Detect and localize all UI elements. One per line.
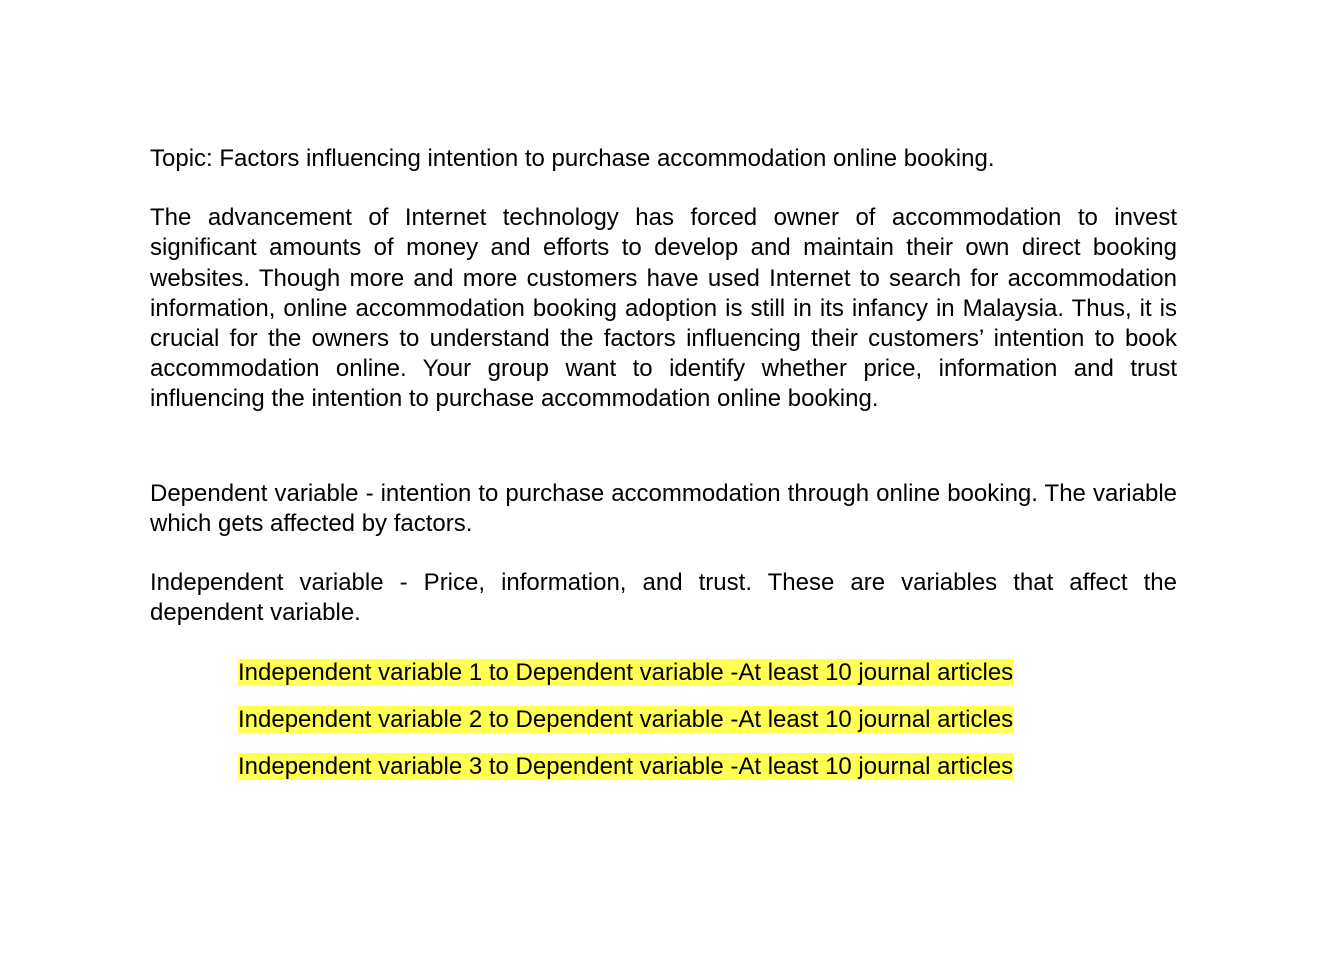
dependent-variable-paragraph: Dependent variable - intention to purchase accommodation through online booking. The variable which gets affected by factors. — [150, 479, 1177, 537]
highlighted-text: Independent variable 1 to Dependent variable -At least 10 journal articles — [238, 659, 1014, 687]
highlighted-requirements — [238, 658, 1177, 782]
topic-line: Topic: Factors influencing intention to purchase accommodation online booking. — [150, 145, 995, 172]
highlighted-requirement-2 — [238, 705, 1177, 735]
independent-variable-paragraph: Independent variable - Price, information, and trust. These are variables that affect the dependent variable. — [150, 569, 1177, 627]
document-page — [150, 144, 1177, 799]
highlighted-text: Independent variable 3 to Dependent variable -At least 10 journal articles — [238, 753, 1014, 781]
highlighted-requirement-3 — [238, 752, 1177, 782]
highlighted-text: Independent variable 2 to Dependent variable -At least 10 journal articles — [238, 706, 1014, 734]
highlighted-requirement-1 — [238, 658, 1177, 688]
intro-paragraph: The advancement of Internet technology has forced owner of accommodation to invest significant amounts of money and efforts to develop and maintain their own direct booking websites. Though more and more customers have used Internet to search for accommodation information, online accommodation booking adoption is still in its infancy in Malaysia. Thus, it is crucial for the owners to understand the factors influencing their customers’ intention to book accommodation online. Your group want to identify whether price, information and trust influencing the intention to purchase accommodation online booking. — [150, 204, 1177, 413]
